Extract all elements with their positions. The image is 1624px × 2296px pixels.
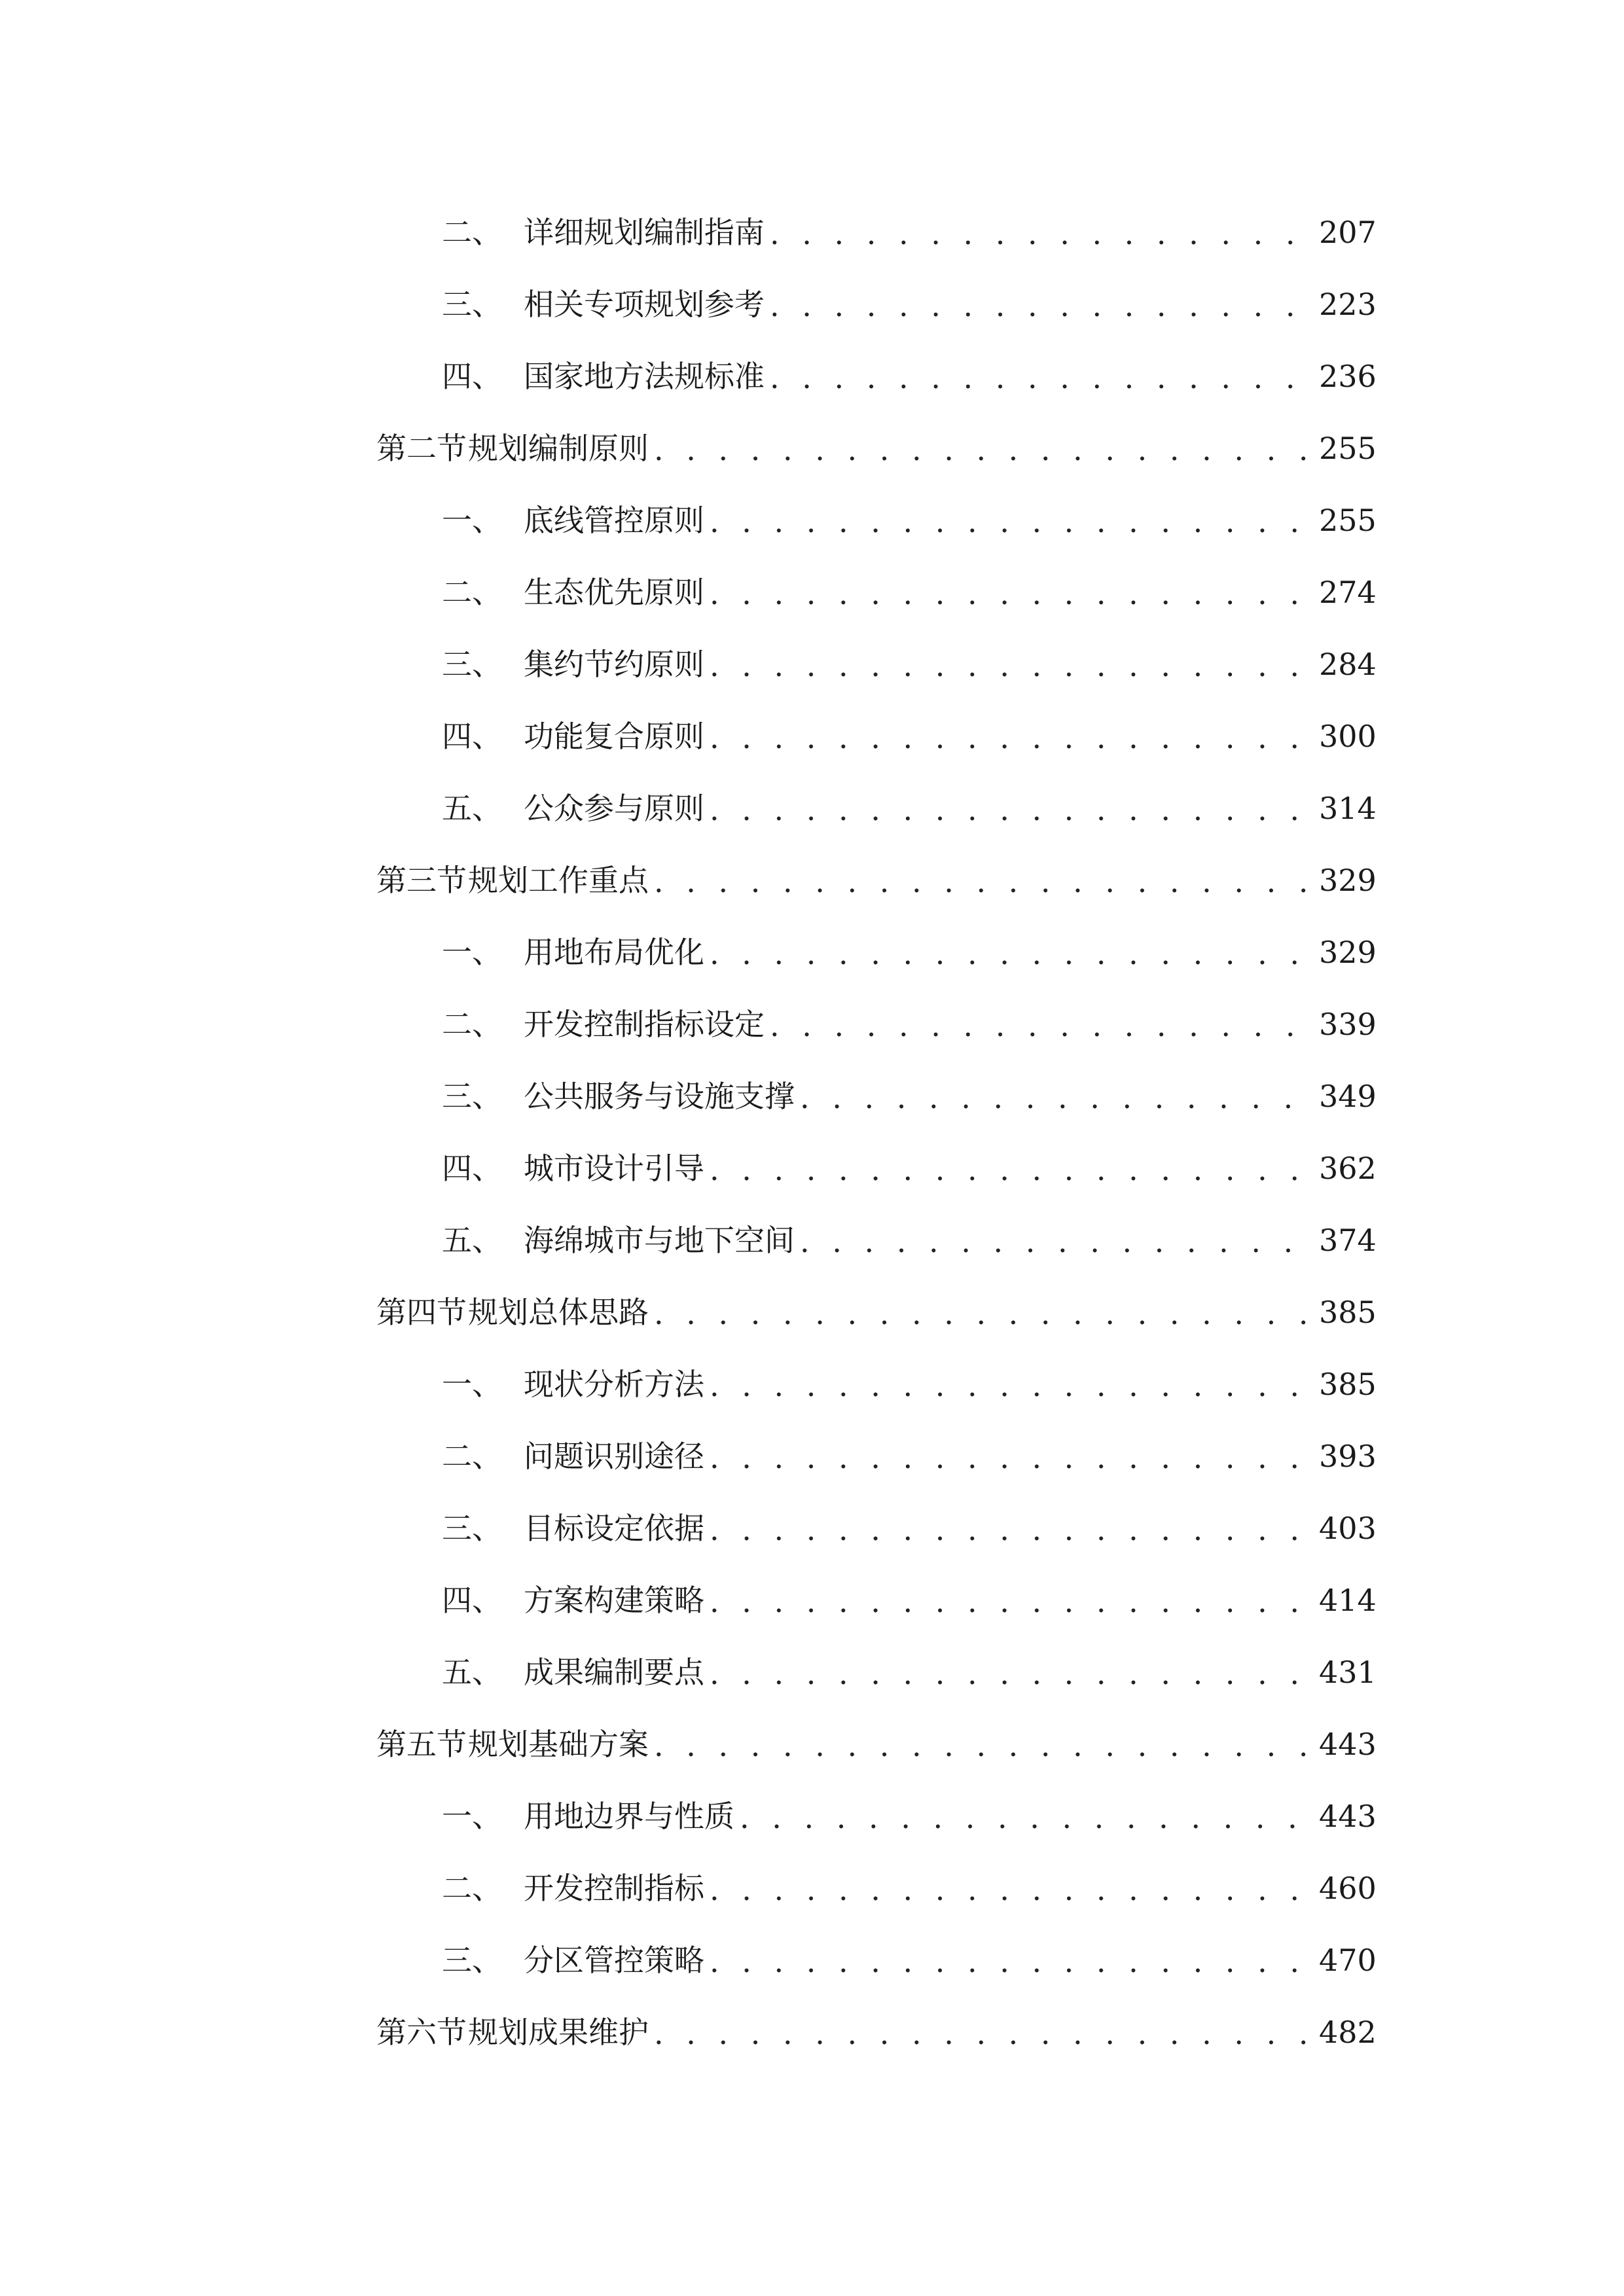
dot-leader bbox=[770, 219, 1310, 249]
dot-leader bbox=[710, 1874, 1310, 1905]
toc-entry-title: 用地边界与性质 bbox=[524, 1799, 734, 1834]
toc-entry-title: 现状分析方法 bbox=[524, 1367, 704, 1402]
toc-entry-page: 443 bbox=[1319, 1799, 1377, 1834]
toc-entry-number: 五、 bbox=[442, 1655, 502, 1690]
toc-section-title: 规划基础方案 bbox=[468, 1727, 649, 1762]
toc-entry-page: 314 bbox=[1319, 791, 1377, 826]
toc-entry-number: 二、 bbox=[442, 575, 502, 610]
dot-leader bbox=[800, 1227, 1310, 1257]
dot-leader bbox=[654, 435, 1310, 465]
toc-entry[interactable] bbox=[376, 1564, 1377, 1636]
toc-section-title: 规划成果维护 bbox=[468, 2015, 649, 2050]
toc-entry[interactable] bbox=[376, 1060, 1377, 1132]
toc-entry-page: 393 bbox=[1319, 1439, 1377, 1474]
dot-leader bbox=[710, 579, 1310, 609]
toc-entry[interactable] bbox=[376, 1852, 1377, 1924]
toc-entry-page: 460 bbox=[1319, 1871, 1377, 1906]
toc-entry-number: 一、 bbox=[442, 1799, 502, 1834]
toc-entry[interactable] bbox=[376, 1204, 1377, 1276]
toc-entry-page: 374 bbox=[1319, 1223, 1377, 1258]
toc-entry[interactable] bbox=[376, 1132, 1377, 1204]
toc-entry[interactable] bbox=[376, 196, 1377, 268]
toc-entry-number: 四、 bbox=[442, 1583, 502, 1618]
dot-leader bbox=[710, 507, 1310, 537]
toc-entry[interactable] bbox=[376, 916, 1377, 988]
toc-entry-page: 236 bbox=[1319, 359, 1377, 394]
toc-entry[interactable] bbox=[376, 700, 1377, 772]
dot-leader bbox=[710, 1443, 1310, 1473]
toc-entry-number: 五、 bbox=[442, 791, 502, 826]
toc-entry-title: 详细规划编制指南 bbox=[524, 215, 765, 250]
toc-entry-page: 223 bbox=[1319, 287, 1377, 322]
toc-section[interactable] bbox=[376, 844, 1377, 916]
toc-section-title: 规划总体思路 bbox=[468, 1295, 649, 1330]
dot-leader bbox=[710, 1515, 1310, 1545]
toc-entry-number: 一、 bbox=[442, 503, 502, 538]
toc-entry-number: 一、 bbox=[442, 935, 502, 970]
toc-entry-page: 431 bbox=[1319, 1655, 1377, 1690]
toc-entry-number: 三、 bbox=[442, 647, 502, 682]
toc-entry[interactable] bbox=[376, 1348, 1377, 1420]
toc-entry-title: 方案构建策略 bbox=[524, 1583, 704, 1618]
dot-leader bbox=[710, 795, 1310, 825]
toc-entry-title: 成果编制要点 bbox=[524, 1655, 704, 1690]
dot-leader bbox=[710, 1587, 1310, 1617]
dot-leader bbox=[654, 1731, 1310, 1761]
dot-leader bbox=[710, 723, 1310, 753]
toc-entry-page: 207 bbox=[1319, 215, 1377, 250]
dot-leader bbox=[654, 2018, 1310, 2049]
toc-entry-number: 二、 bbox=[442, 1871, 502, 1906]
toc-section-page: 482 bbox=[1319, 2015, 1377, 2050]
dot-leader bbox=[654, 867, 1310, 897]
toc-section[interactable] bbox=[376, 1708, 1377, 1780]
toc-entry-page: 349 bbox=[1319, 1079, 1377, 1114]
toc-entry-title: 开发控制指标设定 bbox=[524, 1007, 765, 1042]
toc-entry-number: 二、 bbox=[442, 1439, 502, 1474]
dot-leader bbox=[800, 1083, 1310, 1113]
toc-entry-title: 生态优先原则 bbox=[524, 575, 704, 610]
toc-section-page: 385 bbox=[1319, 1295, 1377, 1330]
toc-entry-title: 问题识别途径 bbox=[524, 1439, 704, 1474]
toc-section-page: 255 bbox=[1319, 431, 1377, 466]
toc-entry[interactable] bbox=[376, 1924, 1377, 1996]
toc-section-number: 第二节 bbox=[376, 431, 467, 466]
toc-entry-title: 公众参与原则 bbox=[524, 791, 704, 826]
toc-entry-page: 339 bbox=[1319, 1007, 1377, 1042]
toc-entry-title: 目标设定依据 bbox=[524, 1511, 704, 1546]
toc-section-title: 规划编制原则 bbox=[468, 431, 649, 466]
toc-entry[interactable] bbox=[376, 772, 1377, 844]
toc-entry-title: 公共服务与设施支撑 bbox=[524, 1079, 795, 1114]
toc-entry[interactable] bbox=[376, 628, 1377, 700]
toc-entry-page: 470 bbox=[1319, 1943, 1377, 1978]
toc-entry-page: 284 bbox=[1319, 647, 1377, 682]
toc-entry-title: 功能复合原则 bbox=[524, 719, 704, 754]
dot-leader bbox=[710, 1946, 1310, 1977]
toc-entry-number: 三、 bbox=[442, 287, 502, 322]
toc-entry-number: 三、 bbox=[442, 1511, 502, 1546]
toc-section-page: 443 bbox=[1319, 1727, 1377, 1762]
toc-entry-title: 开发控制指标 bbox=[524, 1871, 704, 1906]
toc-entry-title: 海绵城市与地下空间 bbox=[524, 1223, 795, 1258]
dot-leader bbox=[770, 1011, 1310, 1041]
toc-entry[interactable] bbox=[376, 1420, 1377, 1492]
dot-leader bbox=[770, 363, 1310, 393]
toc-entry-number: 二、 bbox=[442, 1007, 502, 1042]
dot-leader bbox=[710, 1659, 1310, 1689]
toc-entry-number: 四、 bbox=[442, 1151, 502, 1186]
toc-entry-number: 三、 bbox=[442, 1079, 502, 1114]
toc-entry-number: 四、 bbox=[442, 359, 502, 394]
table-of-contents bbox=[376, 196, 1377, 2068]
toc-entry-title: 国家地方法规标准 bbox=[524, 359, 765, 394]
dot-leader bbox=[740, 1803, 1310, 1833]
toc-entry-page: 274 bbox=[1319, 575, 1377, 610]
toc-entry-title: 相关专项规划参考 bbox=[524, 287, 765, 322]
toc-entry-title: 分区管控策略 bbox=[524, 1943, 704, 1978]
toc-section-number: 第四节 bbox=[376, 1295, 467, 1330]
dot-leader bbox=[654, 1299, 1310, 1329]
toc-entry-title: 用地布局优化 bbox=[524, 935, 704, 970]
toc-section-title: 规划工作重点 bbox=[468, 863, 649, 898]
toc-entry[interactable] bbox=[376, 1492, 1377, 1564]
toc-entry-page: 385 bbox=[1319, 1367, 1377, 1402]
toc-entry-number: 一、 bbox=[442, 1367, 502, 1402]
toc-entry-title: 城市设计引导 bbox=[524, 1151, 704, 1186]
toc-entry-number: 四、 bbox=[442, 719, 502, 754]
toc-entry-number: 二、 bbox=[442, 215, 502, 250]
toc-entry[interactable] bbox=[376, 340, 1377, 412]
toc-entry-page: 403 bbox=[1319, 1511, 1377, 1546]
toc-entry[interactable] bbox=[376, 988, 1377, 1060]
toc-section-number: 第三节 bbox=[376, 863, 467, 898]
toc-entry-title: 集约节约原则 bbox=[524, 647, 704, 682]
toc-entry[interactable] bbox=[376, 484, 1377, 556]
toc-entry-page: 255 bbox=[1319, 503, 1377, 538]
toc-section[interactable] bbox=[376, 412, 1377, 484]
toc-entry-title: 底线管控原则 bbox=[524, 503, 704, 538]
toc-section[interactable] bbox=[376, 1276, 1377, 1348]
dot-leader bbox=[710, 939, 1310, 969]
dot-leader bbox=[710, 1371, 1310, 1401]
toc-entry-page: 329 bbox=[1319, 935, 1377, 970]
toc-section-page: 329 bbox=[1319, 863, 1377, 898]
dot-leader bbox=[710, 651, 1310, 681]
toc-section-number: 第五节 bbox=[376, 1727, 467, 1762]
dot-leader bbox=[770, 291, 1310, 321]
toc-entry[interactable] bbox=[376, 268, 1377, 340]
toc-entry-page: 300 bbox=[1319, 719, 1377, 754]
toc-section[interactable] bbox=[376, 1996, 1377, 2068]
toc-entry[interactable] bbox=[376, 556, 1377, 628]
toc-entry-number: 三、 bbox=[442, 1943, 502, 1978]
toc-entry-number: 五、 bbox=[442, 1223, 502, 1258]
toc-section-number: 第六节 bbox=[376, 2015, 467, 2050]
toc-entry-page: 414 bbox=[1319, 1583, 1377, 1618]
dot-leader bbox=[710, 1155, 1310, 1185]
toc-entry[interactable] bbox=[376, 1780, 1377, 1852]
toc-entry[interactable] bbox=[376, 1636, 1377, 1708]
toc-entry-page: 362 bbox=[1319, 1151, 1377, 1186]
